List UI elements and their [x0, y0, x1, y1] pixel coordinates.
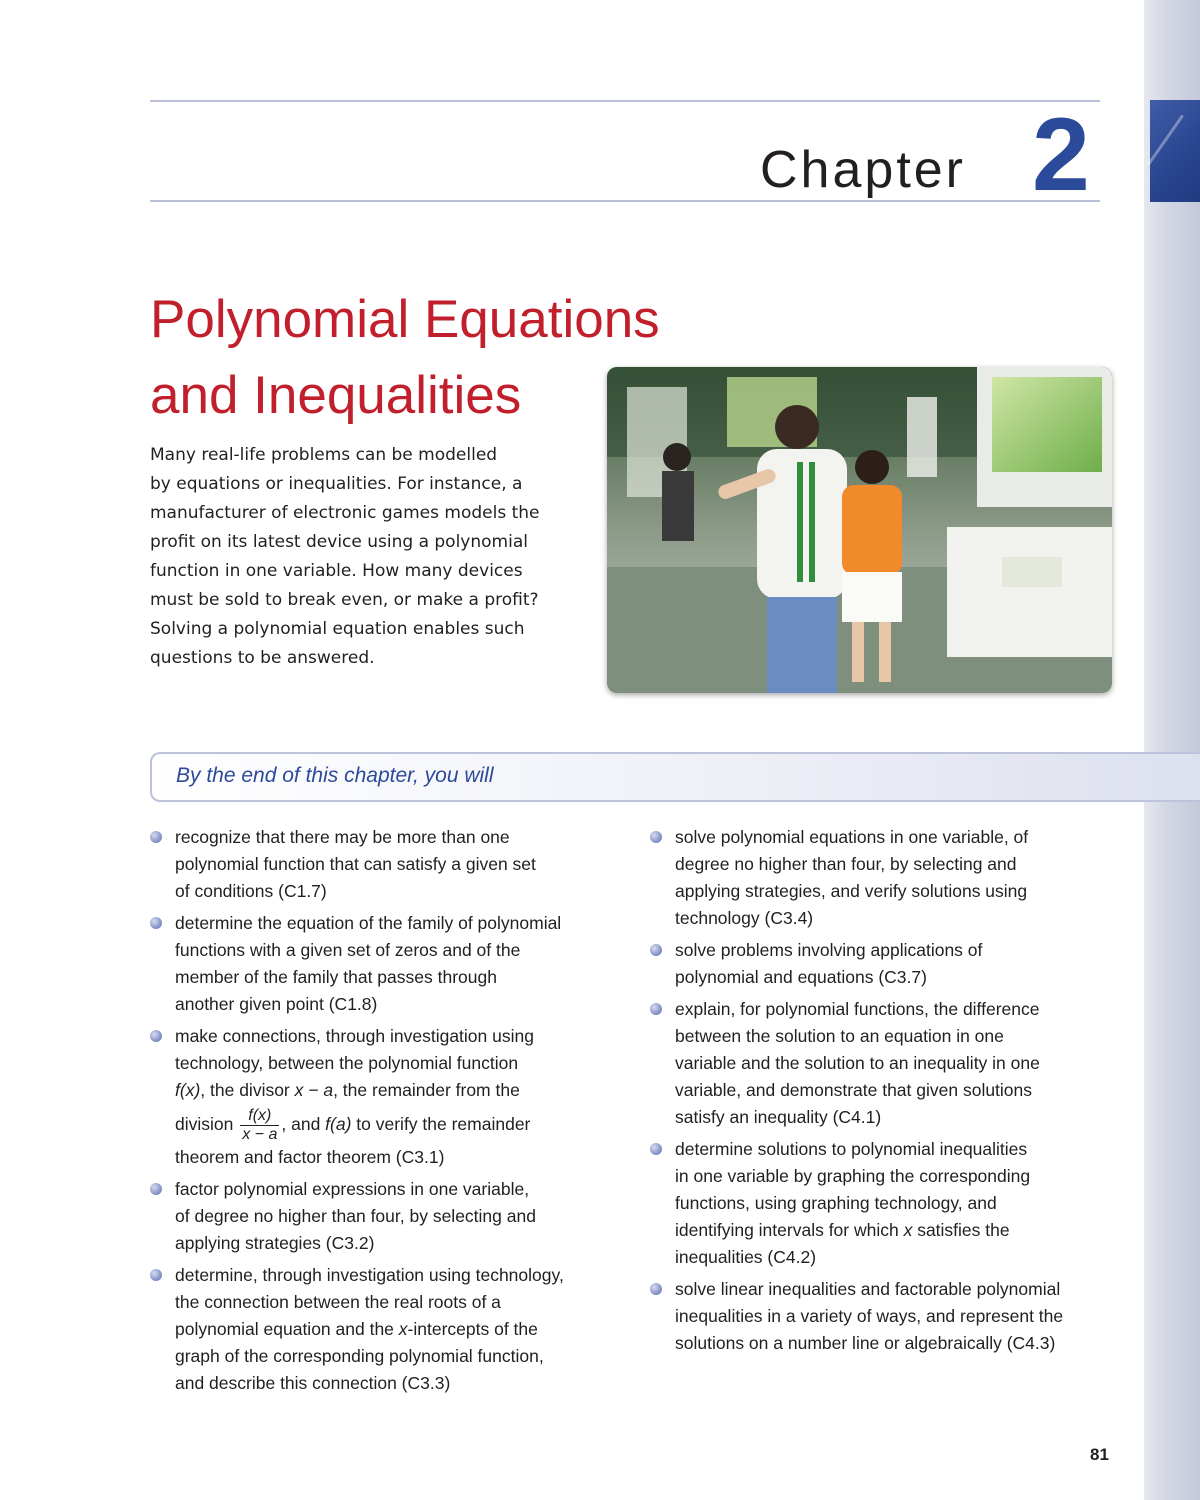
intro-line: profit on its latest device using a polynomial [150, 532, 528, 552]
objectives-banner-text: By the end of this chapter, you will [176, 764, 494, 787]
objective-item: factor polynomial expressions in one variable, of degree no higher than four, by selecting and applying strategies (C3.2) [150, 1176, 590, 1257]
chapter-title-line-1: Polynomial Equations [150, 290, 660, 349]
intro-line: Solving a polynomial equation enables such [150, 619, 525, 639]
objective-item: solve linear inequalities and factorable polynomial inequalities in a variety of ways, and represent the solutions on a number line or algebraically (C4.3) [650, 1276, 1110, 1357]
bullet-icon [150, 1269, 162, 1281]
chapter-number: 2 [1032, 97, 1090, 213]
objective-item: solve problems involving applications of polynomial and equations (C3.7) [650, 937, 1110, 991]
intro-line: questions to be answered. [150, 648, 375, 668]
bullet-icon [150, 1183, 162, 1195]
objectives-right-column [650, 824, 1110, 1362]
chapter-label: Chapter [760, 141, 966, 199]
bullet-icon [650, 944, 662, 956]
page-number: 81 [1090, 1445, 1109, 1464]
bullet-icon [650, 1143, 662, 1155]
chapter-tab-marker [1150, 100, 1200, 202]
fraction: $\frac{f(x)}{x - a}$ [242, 1106, 278, 1143]
objective-item: recognize that there may be more than one polynomial function that can satisfy a given set of conditions (C1.7) [150, 824, 590, 905]
objective-item: determine, through investigation using technology, the connection between the real roots of a polynomial equation and the x-intercepts of the graph of the corresponding polynomial function, and describe this connection (C3.3) [150, 1262, 590, 1397]
header-rule-top [150, 100, 1100, 102]
intro-paragraph [150, 441, 570, 673]
intro-line: must be sold to break even, or make a profit? [150, 590, 539, 610]
objectives-banner [150, 752, 1200, 802]
bullet-icon [650, 831, 662, 843]
photo-gamers-illustration [607, 367, 1112, 693]
bullet-icon [650, 1283, 662, 1295]
intro-line: Many real-life problems can be modelled [150, 445, 498, 465]
intro-line: function in one variable. How many devices [150, 561, 523, 581]
chapter-title-line-2: and Inequalities [150, 366, 522, 425]
bullet-icon [650, 1003, 662, 1015]
intro-line: by equations or inequalities. For instance, a [150, 474, 523, 494]
header-rule-bottom [150, 200, 1100, 202]
bullet-icon [150, 831, 162, 843]
objective-item: make connections, through investigation using technology, between the polynomial function f(x), the divisor x − a, the remainder from the division $\frac{f(x)}{x - a}$ , and f(a) to verify the remainder theorem and factor theorem (C3.1) [150, 1023, 590, 1171]
chapter-photo [607, 367, 1112, 693]
objective-item: determine the equation of the family of polynomial functions with a given set of zeros and of the member of the family that passes through another given point (C1.8) [150, 910, 590, 1018]
bullet-icon [150, 1030, 162, 1042]
intro-line: manufacturer of electronic games models the [150, 503, 540, 523]
objective-item: determine solutions to polynomial inequalities in one variable by graphing the corresponding functions, using graphing technology, and identifying intervals for which x satisfies the inequalities (C4.2) [650, 1136, 1110, 1271]
side-margin-strip [1144, 0, 1200, 1500]
objective-item: solve polynomial equations in one variable, of degree no higher than four, by selecting and applying strategies, and verify solutions using technology (C3.4) [650, 824, 1110, 932]
objective-item: explain, for polynomial functions, the difference between the solution to an equation in one variable and the solution to an inequality in one variable, and demonstrate that given solutions satisfy an inequality (C4.1) [650, 996, 1110, 1131]
bullet-icon [150, 917, 162, 929]
objectives-left-column [150, 824, 590, 1402]
